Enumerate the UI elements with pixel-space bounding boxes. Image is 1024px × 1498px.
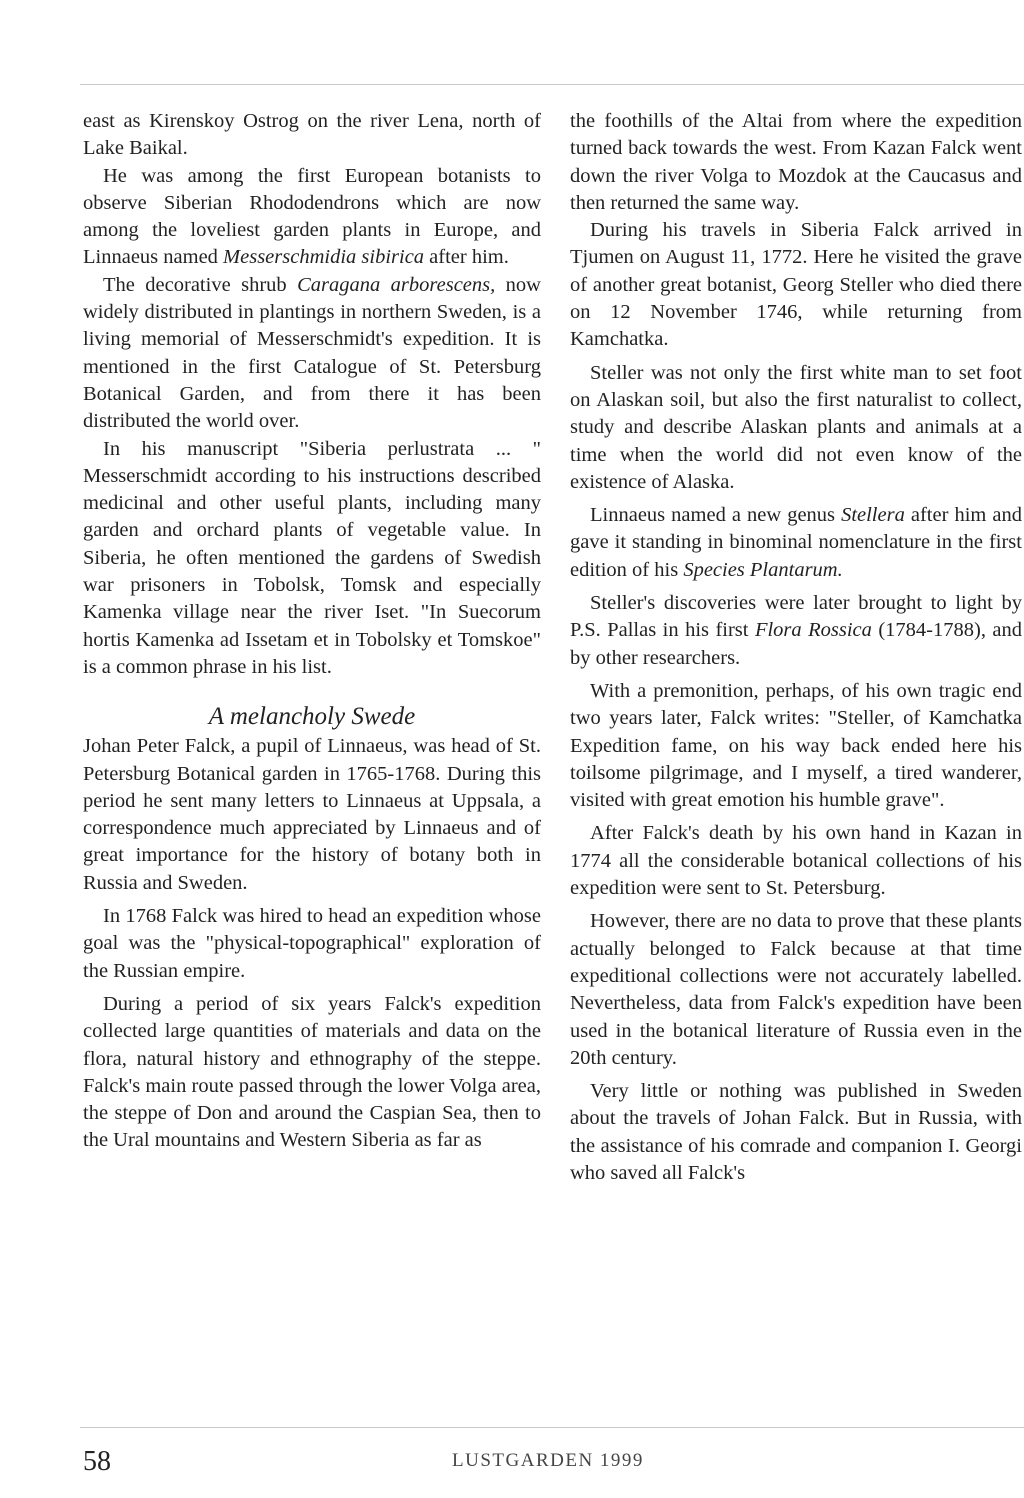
- paragraph: However, there are no data to prove that these plants actually belonged to Falck because at that time expeditional collections were not accurately labelled. Nevertheless, data from Falck's expedition have been used in the botanical literature of Russia even in the 20th century.: [570, 910, 1022, 1069]
- paragraph: Very little or nothing was published in Sweden about the travels of Johan Falck. But in Russia, with the assistance of his comrade and companion I. Georgi who saved all Falck's: [570, 1080, 1022, 1184]
- paragraph: east as Kirenskoy Ostrog on the river Lena, north of Lake Baikal.: [83, 110, 541, 160]
- right-column: [570, 108, 1022, 1187]
- book-title: Flora Rossica: [754, 619, 872, 642]
- paragraph: Johan Peter Falck, a pupil of Linnaeus, was head of St. Petersburg Botanical garden in 1765-1768. During this period he sent many letters to Linnaeus at Uppsala, a correspondence much appreciated by Linnaeus and of great importance for the history of botany both in Russia and Sweden.: [83, 735, 541, 894]
- text-run: He was among the first European botanists to observe Siberian Rhododendrons which are now among the loveliest garden plants in Europe, and Linnaeus named: [83, 164, 541, 269]
- paragraph: During his travels in Siberia Falck arrived in Tjumen on August 11, 1772. Here he visited the grave of another great botanist, Georg Steller who died there on 12 November 1746, while returning from Kamchatka.: [570, 219, 1022, 351]
- text-run: after him.: [424, 246, 509, 269]
- paragraph: In his manuscript "Siberia perlustrata ... " Messerschmidt according to his instructions described medicinal and other useful plants, including many garden and orchard plants of vegetable value. In Siberia, he often mentioned the gardens of Swedish war prisoners in Tobolsk, Tomsk and especially Kamenka village near the river Iset. "In Suecorum hortis Kamenka ad Issetam et in Tobolsky et Tomskoe" is a common phrase in his list.: [83, 437, 541, 678]
- running-head: LUSTGARDEN 1999: [452, 1450, 644, 1471]
- top-rule: [80, 84, 1024, 85]
- species-name: Caragana arborescens,: [297, 273, 496, 296]
- left-column: [83, 108, 541, 1155]
- paragraph: [83, 163, 541, 272]
- paragraph: [570, 502, 1022, 584]
- book-title: Species Plantarum.: [683, 558, 843, 581]
- paragraph: During a period of six years Falck's expedition collected large quantities of materials and data on the flora, natural history and ethnography of the steppe. Falck's main route passed through the lower Volga area, the steppe of Don and around the Caspian Sea, then to the Ural mountains and Western Siberia as far as: [83, 992, 541, 1152]
- section-heading: A melancholy Swede: [208, 703, 416, 731]
- genus-name: Stellera: [841, 504, 905, 527]
- text-run: after him and gave it standing in binominal nomenclature in the first edition of his: [570, 504, 1022, 581]
- paragraph: [570, 590, 1022, 672]
- paragraph: After Falck's death by his own hand in Kazan in 1774 all the considerable botanical collections of his expedition were sent to St. Petersburg.: [570, 822, 1022, 900]
- paragraph: the foothills of the Altai from where the expedition turned back towards the west. From Kazan Falck went down the river Volga to Mozdok at the Caucasus and then returned the same way.: [570, 110, 1022, 214]
- bottom-rule: [80, 1427, 1024, 1428]
- paragraph: In 1768 Falck was hired to head an expedition whose goal was the "physical-topographical" exploration of the Russian empire.: [83, 905, 541, 982]
- text-run: now widely distributed in plantings in northern Sweden, is a living memorial of Messerschmidt's expedition. It is mentioned in the first Catalogue of St. Petersburg Botanical Garden, and from there it has been distributed the world over.: [83, 273, 541, 433]
- text-run: Linnaeus named a new genus: [590, 504, 842, 527]
- species-name: Messerschmidia sibirica: [223, 246, 425, 269]
- text-run: Steller's discoveries were later brought to light by P.S. Pallas in his first: [570, 592, 1022, 642]
- text-run: (1784-1788), and by other researchers.: [570, 619, 1022, 669]
- text-run: The decorative shrub: [103, 273, 298, 296]
- paragraph: With a premonition, perhaps, of his own tragic end two years later, Falck writes: "Steller, of Kamchatka Expedition fame, on his way back ended here his toilsome pilgrimage, and I myself, a tired wanderer, visited with great emotion his humble grave".: [570, 679, 1022, 812]
- page-number: 58: [83, 1446, 111, 1477]
- paragraph: Steller was not only the first white man to set foot on Alaskan soil, but also the first naturalist to collect, study and describe Alaskan plants and animals at a time when the world did not even know of the existence of Alaska.: [570, 361, 1022, 493]
- paragraph: [83, 272, 541, 436]
